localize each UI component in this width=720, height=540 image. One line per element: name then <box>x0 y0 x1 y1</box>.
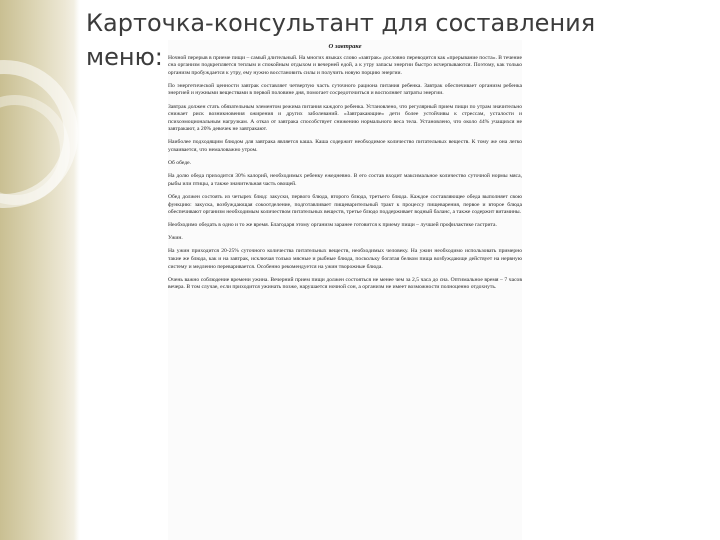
band-fade-edge <box>74 0 80 540</box>
section-label-dinner: Ужин. <box>168 235 183 242</box>
document-paragraph: Наиболее подходящим блюдом для завтрака является каша. Каша содержит необходимое количество питательных веществ. К тому же она легко усваивается, что немаловажно утром. <box>168 139 522 154</box>
document-paragraph: Завтрак должен стать обязательным элементом режима питания каждого ребенка. Установлено, что регулярный прием пищи по утрам значительно снижает риск возникновения ожирения и других заболеваний. «Завтракающие» дети более устойчивы к стрессам, усталости и психоэмоциональным нагрузкам. А отказ от завтрака способствует снижению нормального веса тела. Установлено, что около 44% учащихся не завтракают, а 20% девочек не завтракают. <box>168 103 522 133</box>
scanned-document <box>168 40 522 540</box>
decorative-side-band <box>0 0 80 540</box>
document-paragraph: На долю обеда приходится 30% калорий, необходимых ребенку ежедневно. В его состав входит максимальное количество суточной нормы мяса, рыбы или птицы, а также значительная часть овощей. <box>168 173 522 187</box>
slide-title: Карточка-консультант для составления меню: <box>86 9 596 71</box>
document-paragraph: На ужин приходится 20-25% суточного количества питательных веществ, необходимых человеку. На ужин необходимо использовать примерно такие же блюда, как и на завтрак, исключая только мясные и рыбные блюда, поскольку богатая белком пища возбуждающе действует на нервную систему и медленно переваривается. Особенно рекомендуется на ужин творожные блюда. <box>168 248 522 270</box>
document-heading: О завтраке <box>328 43 362 50</box>
document-paragraph: Очень важно соблюдение времени ужина. Вечерний прием пищи должен состояться не менее чем за 2,5 часа до сна. Оптимальное время – 7 часов вечера. В том случае, если приходится ужинать позже, нарушается ночной сон, а организм не имеет возможности полноценно отдохнуть. <box>168 276 522 291</box>
document-paragraph: Ночной перерыв в приеме пищи – самый длительный. На многих языках слово «завтрак» дословно переводится как «прерывание поста». В течение сна организм подкрепляется теплым и спокойным отдыхом и вечерней едой, а к утру запасы энергии быстро исчерпываются. Поэтому, как только организм пробуждается к утру, ему нужно восстановить силы и получить новую порцию энергии. <box>168 54 522 76</box>
document-paragraph: По энергетической ценности завтрак составляет четвертую часть суточного рациона питания ребенка. Завтрак обеспечивает организм ребенка энергией и нужными веществами в первой половине дня, помогает сосредоточиться и восполняет затраты энергии. <box>168 82 522 97</box>
document-paragraph: Обед должен состоять из четырех блюд: закуски, первого блюда, второго блюда, третьего блюда. Каждое составляющее обеда выполняет свою функцию: закуска, возбуждающая сокоотделение, подготавливает пищеварительный тракт к процессу пищеварения, первое и второе блюда обеспечивают организм необходимым количеством питательных веществ, третье блюдо поддерживает водный баланс, а также содержит витамины. <box>168 193 522 216</box>
document-paragraph: Необходимо обедать в одно и то же время. Благодаря этому организм заранее готовится к приему пищи – лучшей профилактике гастрита. <box>168 222 497 229</box>
section-label-lunch: Об обеде. <box>168 160 191 167</box>
